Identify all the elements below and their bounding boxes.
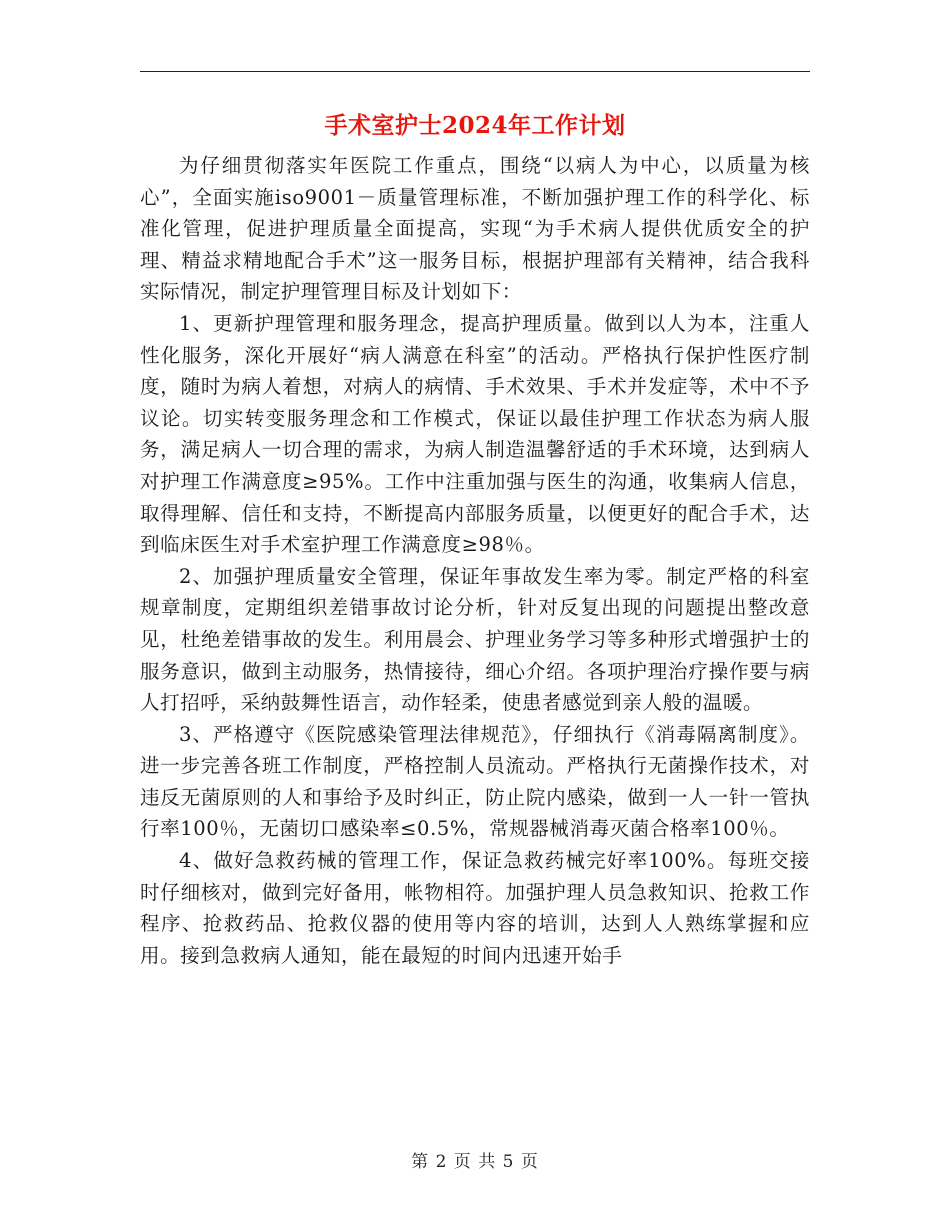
paragraph-item-1: 1、更新护理管理和服务理念，提高护理质量。做到以人为本，注重人性化服务，深化开展好“病人满意在科室”的活动。严格执行保护性医疗制度，随时为病人着想，对病人的病情、手术效果、手术并发症等，术中不予议论。切实转变服务理念和工作模式，保证以最佳护理工作状态为病人服务，满足病人一切合理的需求，为病人制造温馨舒适的手术环境，达到病人对护理工作满意度≥95%。工作中注重加强与医生的沟通，收集病人信息，取得理解、信任和支持，不断提高内部服务质量，以便更好的配合手术，达到临床医生对手术室护理工作满意度≥98％。: [140, 311, 810, 557]
paragraph-item-3: 3、严格遵守《医院感染管理法律规范》，仔细执行《消毒隔离制度》。进一步完善各班工作制度，严格控制人员流动。严格执行无菌操作技术，对违反无菌原则的人和事给予及时纠正，防止院内感染，做到一人一针一管执行率100％，无菌切口感染率≤0.5%，常规器械消毒灭菌合格率100％。: [140, 722, 810, 841]
document-body: [140, 150, 810, 971]
page-footer: [0, 1150, 950, 1174]
paragraph-item-2: 2、加强护理质量安全管理，保证年事故发生率为零。制定严格的科室规章制度，定期组织差错事故讨论分析，针对反复出现的问题提出整改意见，杜绝差错事故的发生。利用晨会、护理业务学习等多种形式增强护士的服务意识，做到主动服务，热情接待，细心介绍。各项护理治疗操作要与病人打招呼，采纳鼓舞性语言，动作轻柔，使患者感觉到亲人般的温暖。: [140, 564, 810, 715]
header-rule: [140, 71, 810, 72]
document-title: 手术室护士2024年工作计划: [324, 112, 626, 139]
page-number-label: 第 2 页 共 5 页: [411, 1152, 539, 1172]
paragraph-item-4: 4、做好急救药械的管理工作，保证急救药械完好率100%。每班交接时仔细核对，做到完好备用，帐物相符。加强护理人员急救知识、抢救工作程序、抢救药品、抢救仪器的使用等内容的培训，达到人人熟练掌握和应用。接到急救病人通知，能在最短的时间内迅速开始手: [140, 849, 810, 967]
paragraph-intro: 为仔细贯彻落实年医院工作重点，围绕“以病人为中心，以质量为核心”，全面实施iso9001－质量管理标准，不断加强护理工作的科学化、标准化管理，促进护理质量全面提高，实现“为手术病人提供优质安全的护理、精益求精地配合手术”这一服务目标，根据护理部有关精神，结合我科实际情况，制定护理管理目标及计划如下：: [140, 154, 810, 304]
